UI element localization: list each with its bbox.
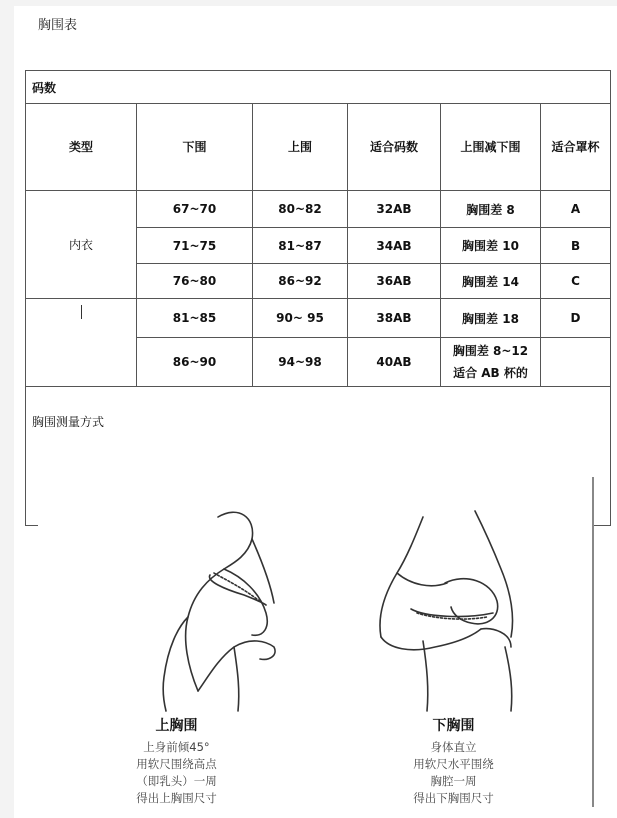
over-bust-cell: 86~92 [253, 264, 348, 299]
bra-size-table [25, 70, 611, 526]
measurement-note: 胸围测量方式 [26, 387, 611, 526]
table-header-row [26, 104, 611, 191]
header-size: 适合码数 [348, 104, 441, 191]
table-row [26, 299, 611, 338]
upper-bust-step: （即乳头）一周 [136, 774, 217, 788]
lower-bust-title: 下胸围 [432, 718, 475, 734]
under-bust-cell: 86~90 [137, 338, 253, 387]
type-cell: 内衣 [26, 191, 137, 299]
text-cursor [81, 305, 82, 319]
lower-bust-drawing [315, 477, 592, 712]
lower-bust-figure [315, 477, 592, 807]
header-type: 类型 [26, 104, 137, 191]
cup-cell: C [541, 264, 611, 299]
size-cell: 32AB [348, 191, 441, 228]
difference-line: 胸围差 8~12 [452, 344, 529, 358]
lower-bust-step: 得出下胸围尺寸 [413, 791, 494, 805]
over-bust-cell: 81~87 [253, 228, 348, 264]
difference-cell [441, 338, 541, 387]
over-bust-cell: 80~82 [253, 191, 348, 228]
under-bust-cell: 67~70 [137, 191, 253, 228]
cup-cell: A [541, 191, 611, 228]
header-difference: 上围减下围 [441, 104, 541, 191]
difference-cell: 胸围差 8 [441, 191, 541, 228]
table-row [26, 191, 611, 228]
upper-bust-step: 用软尺围绕高点 [136, 757, 217, 771]
size-cell: 38AB [348, 299, 441, 338]
difference-cell: 胸围差 14 [441, 264, 541, 299]
size-cell: 34AB [348, 228, 441, 264]
header-under-bust: 下围 [137, 104, 253, 191]
upper-bust-step: 上身前倾45° [143, 740, 210, 754]
text-cursor-cell[interactable] [26, 299, 137, 387]
cup-cell: D [541, 299, 611, 338]
table-caption: 码数 [26, 71, 611, 104]
size-cell: 40AB [348, 338, 441, 387]
cup-cell: B [541, 228, 611, 264]
difference-line: 适合 AB 杯的 [453, 366, 528, 380]
upper-bust-title: 上胸围 [155, 718, 198, 734]
upper-bust-drawing [38, 477, 315, 712]
under-bust-cell: 81~85 [137, 299, 253, 338]
document-page [14, 6, 617, 818]
size-cell: 36AB [348, 264, 441, 299]
lower-bust-step: 用软尺水平围绕 [413, 757, 494, 771]
upper-bust-step: 得出上胸围尺寸 [136, 791, 217, 805]
measurement-illustration [38, 477, 594, 807]
cup-cell [541, 338, 611, 387]
header-over-bust: 上围 [253, 104, 348, 191]
header-cup: 适合罩杯 [541, 104, 611, 191]
document-title: 胸围表 [38, 18, 78, 33]
upper-bust-figure [38, 477, 315, 807]
under-bust-cell: 71~75 [137, 228, 253, 264]
difference-cell: 胸围差 18 [441, 299, 541, 338]
difference-cell: 胸围差 10 [441, 228, 541, 264]
lower-bust-step: 身体直立 [430, 740, 477, 754]
under-bust-cell: 76~80 [137, 264, 253, 299]
over-bust-cell: 90~ 95 [253, 299, 348, 338]
lower-bust-step: 胸腔一周 [430, 774, 477, 788]
over-bust-cell: 94~98 [253, 338, 348, 387]
